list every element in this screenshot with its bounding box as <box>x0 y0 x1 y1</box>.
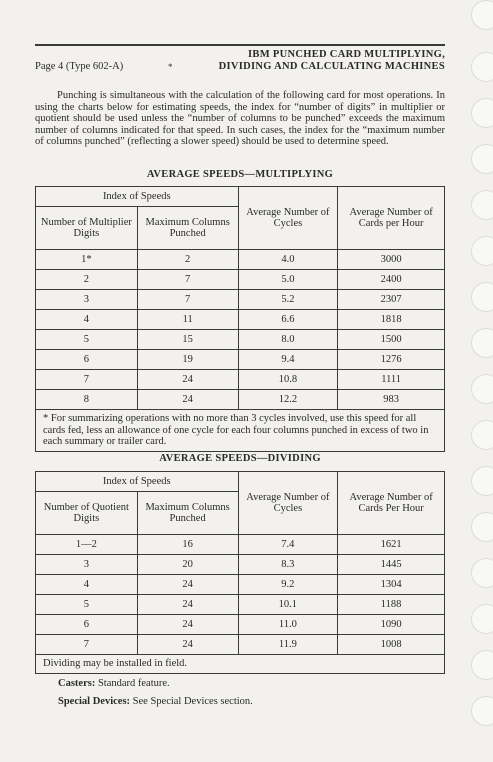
table-cell: 1—2 <box>36 535 138 555</box>
table-cell: 5.0 <box>238 270 338 290</box>
table-cell: 2400 <box>338 270 445 290</box>
table-cell: 1818 <box>338 310 445 330</box>
punch-hole <box>471 98 493 128</box>
table-cell: 11.9 <box>238 635 338 655</box>
punch-hole <box>471 190 493 220</box>
table-cell: 1276 <box>338 350 445 370</box>
intro-paragraph: Punching is simultaneous with the calculation of the following card for most operations. In using the charts below for estimating speeds, the index for “number of digits” in multiplier or quotient should be used unless the “number of columns to be punched” exceeds the maximum number of columns indicated for that speed. In such cases, the index for the “maximum number of columns punched” (reflecting a slower speed) should be used to determine speed. <box>35 90 445 148</box>
table-row <box>36 270 445 290</box>
table-cell: 3 <box>36 290 138 310</box>
table-row <box>36 390 445 410</box>
punch-hole <box>471 374 493 404</box>
table-row <box>36 250 445 270</box>
table-cell: 5 <box>36 330 138 350</box>
table-cell: 20 <box>137 555 238 575</box>
column-header: Maximum Columns Punched <box>137 492 238 535</box>
table-cell: 2307 <box>338 290 445 310</box>
punch-hole <box>471 52 493 82</box>
table-cell: 1500 <box>338 330 445 350</box>
table-cell: 11.0 <box>238 615 338 635</box>
special-devices-text: See Special Devices section. <box>132 696 253 707</box>
table-cell: 1188 <box>338 595 445 615</box>
dividing-footer-note: Dividing may be installed in field. <box>36 655 445 674</box>
table-cell: 12.2 <box>238 390 338 410</box>
table-cell: 24 <box>137 595 238 615</box>
table-row <box>36 635 445 655</box>
footnote: * For summarizing operations with no more than 3 cycles involved, use this speed for all cards fed, less an allowance of one cycle for each four columns punched in excess of two in each summary or trailer card. <box>36 410 445 452</box>
table-cell: 1621 <box>338 535 445 555</box>
special-devices-label: Special Devices: <box>58 696 131 707</box>
multiply-speeds-table <box>35 186 445 452</box>
table-row <box>36 595 445 615</box>
table-cell: 7.4 <box>238 535 338 555</box>
table-cell: 24 <box>137 635 238 655</box>
column-header: Average Number of Cycles <box>238 472 338 535</box>
table-cell: 6 <box>36 615 138 635</box>
punch-hole <box>471 512 493 542</box>
special-devices-line <box>58 696 253 707</box>
header-title-line1: IBM PUNCHED CARD MULTIPLYING, <box>248 49 445 60</box>
table-cell: 1445 <box>338 555 445 575</box>
page-label: Page 4 (Type 602-A) <box>35 61 124 72</box>
table-cell: 9.4 <box>238 350 338 370</box>
table-cell: 10.1 <box>238 595 338 615</box>
header-separator: * <box>168 62 173 72</box>
table-cell: 24 <box>137 370 238 390</box>
table-row <box>36 310 445 330</box>
punch-hole <box>471 144 493 174</box>
table-cell: 3 <box>36 555 138 575</box>
table-cell: 7 <box>36 370 138 390</box>
punch-hole <box>471 0 493 30</box>
punch-hole <box>471 328 493 358</box>
casters-label: Casters: <box>58 678 96 689</box>
divide-speeds-table <box>35 471 445 674</box>
table-cell: 24 <box>137 615 238 635</box>
table-cell: 1111 <box>338 370 445 390</box>
table-cell: 16 <box>137 535 238 555</box>
table-row <box>36 370 445 390</box>
casters-line <box>58 678 170 689</box>
table-cell: 3000 <box>338 250 445 270</box>
punch-hole <box>471 466 493 496</box>
table-cell: 24 <box>137 390 238 410</box>
punch-hole <box>471 604 493 634</box>
table-cell: 6.6 <box>238 310 338 330</box>
table-cell: 9.2 <box>238 575 338 595</box>
column-header: Average Number of Cards per Hour <box>338 187 445 250</box>
punch-hole <box>471 236 493 266</box>
divide-table-title: AVERAGE SPEEDS—DIVIDING <box>159 453 321 464</box>
table-cell: 2 <box>36 270 138 290</box>
table-cell: 8.0 <box>238 330 338 350</box>
table-cell: 4.0 <box>238 250 338 270</box>
table-cell: 7 <box>137 270 238 290</box>
punch-hole <box>471 282 493 312</box>
group-header: Index of Speeds <box>36 187 239 207</box>
table-cell: 10.8 <box>238 370 338 390</box>
table-cell: 15 <box>137 330 238 350</box>
table-cell: 6 <box>36 350 138 370</box>
table-cell: 1* <box>36 250 138 270</box>
table-cell: 4 <box>36 575 138 595</box>
casters-text: Standard feature. <box>97 678 170 689</box>
punch-hole <box>471 696 493 726</box>
page-header <box>35 44 445 72</box>
binder-holes <box>463 0 493 762</box>
table-row <box>36 555 445 575</box>
table-cell: 19 <box>137 350 238 370</box>
column-header: Number of Multiplier Digits <box>36 207 138 250</box>
table-cell: 983 <box>338 390 445 410</box>
column-header: Number of Quotient Digits <box>36 492 138 535</box>
table-cell: 5.2 <box>238 290 338 310</box>
table-cell: 8 <box>36 390 138 410</box>
multiply-table-title: AVERAGE SPEEDS—MULTIPLYING <box>146 169 334 180</box>
punch-hole <box>471 650 493 680</box>
table-cell: 1090 <box>338 615 445 635</box>
table-cell: 1008 <box>338 635 445 655</box>
table-cell: 4 <box>36 310 138 330</box>
group-header: Index of Speeds <box>36 472 239 492</box>
column-header: Average Number of Cards Per Hour <box>338 472 445 535</box>
column-header: Maximum Columns Punched <box>137 207 238 250</box>
punch-hole <box>471 558 493 588</box>
table-cell: 1304 <box>338 575 445 595</box>
table-row <box>36 350 445 370</box>
table-cell: 7 <box>137 290 238 310</box>
header-title-line2: DIVIDING AND CALCULATING MACHINES <box>218 61 445 72</box>
table-cell: 5 <box>36 595 138 615</box>
table-row <box>36 535 445 555</box>
table-cell: 11 <box>137 310 238 330</box>
table-cell: 8.3 <box>238 555 338 575</box>
table-row <box>36 575 445 595</box>
table-row <box>36 615 445 635</box>
table-cell: 2 <box>137 250 238 270</box>
header-title <box>219 49 445 73</box>
column-header: Average Number of Cycles <box>238 187 338 250</box>
table-row <box>36 290 445 310</box>
table-row <box>36 330 445 350</box>
punch-hole <box>471 420 493 450</box>
table-cell: 24 <box>137 575 238 595</box>
table-cell: 7 <box>36 635 138 655</box>
